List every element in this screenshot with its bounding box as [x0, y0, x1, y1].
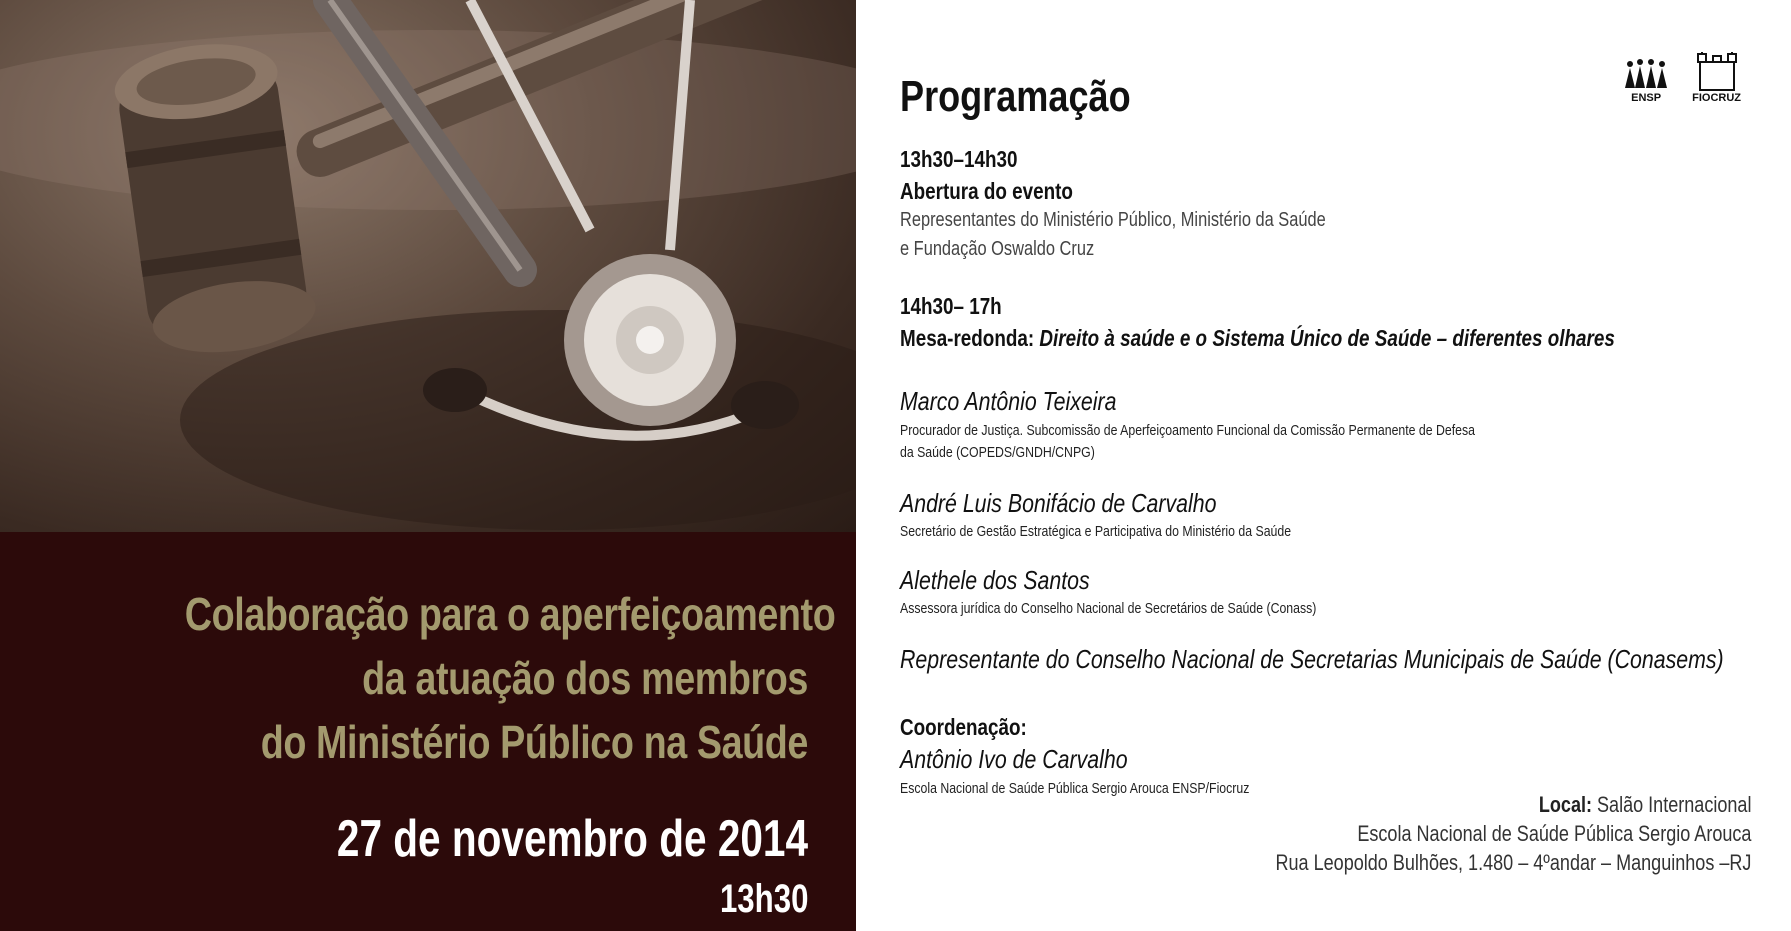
event-title-panel: [0, 532, 856, 931]
institution-logos: [1622, 48, 1741, 104]
gavel-stethoscope-illustration: [0, 0, 856, 532]
speaker-4-name: Representante do Conselho Nacional de Secretarias Municipais de Saúde (Conasems): [900, 644, 1724, 674]
program-column: [856, 0, 1791, 931]
event-date: 27 de novembro de 2014: [336, 810, 808, 868]
ensp-people-icon: [1622, 58, 1670, 92]
coordination-label: Coordenação:: [900, 714, 1027, 740]
venue-line-2: Escola Nacional de Saúde Pública Sergio Arouca: [1356, 821, 1751, 846]
left-column: [0, 0, 856, 931]
speaker-1-name: Marco Antônio Teixeira: [900, 386, 1117, 416]
slot2-title: [900, 325, 1615, 352]
event-title-line-2: da atuação dos membros: [362, 652, 808, 704]
venue-line-3: Rua Leopoldo Bulhões, 1.480 – 4ºandar – Manguinhos –RJ: [1275, 850, 1751, 875]
event-title-line-1: Colaboração para o aperfeiçoamento: [184, 588, 836, 640]
ensp-logo: [1622, 58, 1670, 104]
event-title-line-3: do Ministério Público na Saúde: [260, 716, 808, 768]
gavel-stethoscope-photo: [0, 0, 856, 532]
slot2-title-prefix: Mesa-redonda:: [900, 325, 1040, 351]
venue-room: Salão Internacional: [1591, 792, 1751, 817]
speaker-3-role: Assessora jurídica do Conselho Nacional de Secretários de Saúde (Conass): [900, 600, 1317, 617]
speaker-2-name: André Luis Bonifácio de Carvalho: [900, 488, 1217, 518]
speaker-1-role-line-1: Procurador de Justiça. Subcomissão de Aperfeiçoamento Funcional da Comissão Permanente de Defesa: [900, 422, 1476, 439]
program-heading: Programação: [900, 72, 1131, 121]
slot1-title: Abertura do evento: [900, 178, 1073, 204]
event-time: 13h30: [719, 877, 808, 921]
speaker-3-name: Alethele dos Santos: [900, 565, 1090, 595]
slot1-time: 13h30–14h30: [900, 146, 1018, 172]
coordinator-org: Escola Nacional de Saúde Pública Sergio Arouca ENSP/Fiocruz: [900, 780, 1250, 797]
fiocruz-logo-text: FIOCRUZ: [1692, 92, 1741, 104]
slot2-title-topic: Direito à saúde e o Sistema Único de Saúde – diferentes olhares: [1039, 325, 1615, 351]
venue-block: [1275, 790, 1751, 877]
ensp-logo-text: ENSP: [1631, 92, 1662, 104]
slot1-desc-line-1: Representantes do Ministério Público, Ministério da Saúde: [900, 209, 1326, 231]
fiocruz-castle-icon: [1696, 48, 1738, 92]
venue-label: Local:: [1538, 792, 1592, 817]
speaker-2-role: Secretário de Gestão Estratégica e Participativa do Ministério da Saúde: [900, 523, 1292, 540]
slot1-desc-line-2: e Fundação Oswaldo Cruz: [900, 238, 1095, 260]
speaker-1-role-line-2: da Saúde (COPEDS/GNDH/CNPG): [900, 444, 1095, 461]
fiocruz-logo: [1692, 48, 1741, 104]
event-title: [184, 582, 836, 774]
venue-line-1: [1275, 790, 1751, 819]
slot2-time: 14h30– 17h: [900, 293, 1002, 319]
coordinator-name: Antônio Ivo de Carvalho: [900, 744, 1128, 774]
